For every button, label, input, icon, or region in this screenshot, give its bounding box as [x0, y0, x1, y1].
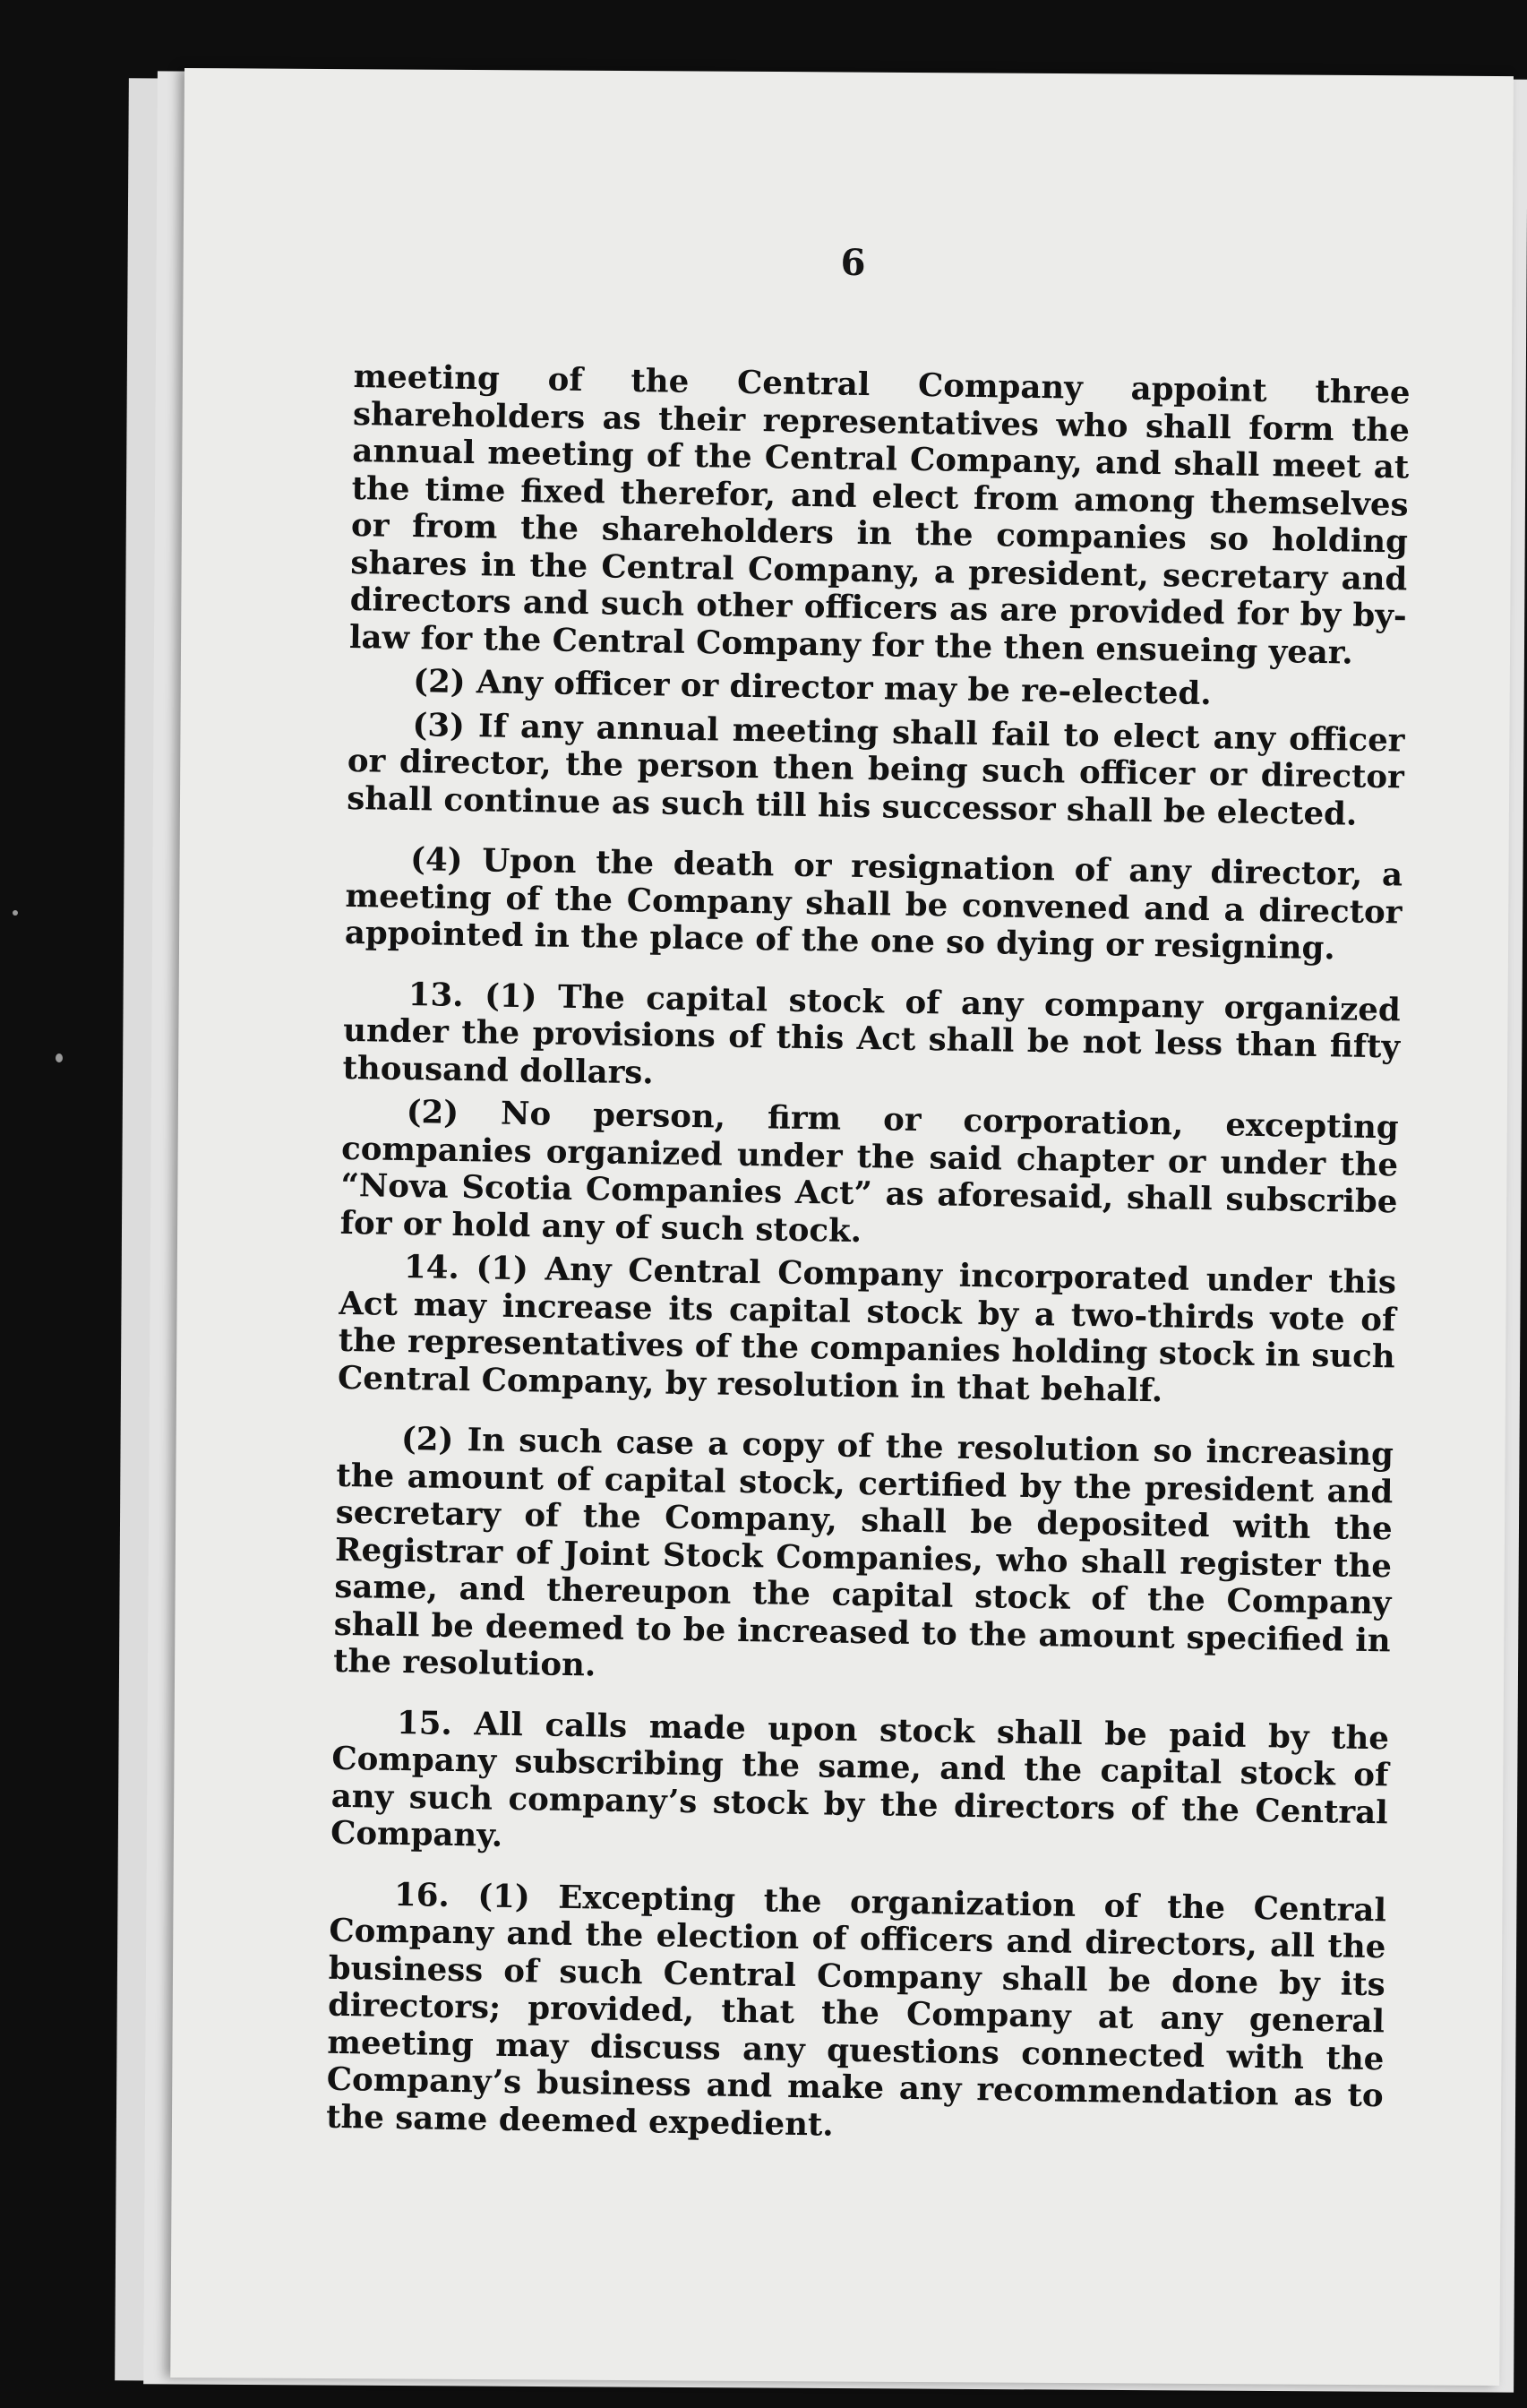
body-text	[326, 358, 1411, 2152]
paragraph-16-1: 16. (1) Excepting the organization of the Central Company and the election of officers and directors, all the business of such Central Company shall be done by its directors; provided, that the Company at any general meeting may discuss any questions connected with the Company’s business and make any recommendation as to the same deemed expedient.	[325, 1876, 1387, 2144]
scan-speck	[13, 910, 18, 916]
paragraph-14-1: 14. (1) Any Central Company incorporated under this Act may increase its capital stock by a two-thirds vote of the representatives of the companies holding stock in such Central Company, by resolution in that behalf.	[337, 1249, 1397, 1409]
paragraph-14-2: (2) In such case a copy of the resolution so increasing the amount of capital stock, certified by the president and secretary of the Company, shall be deposited with the Registrar of Joint Stock Companies, who shall register the same, and thereupon the capital stock of the Company shall be deemed to be increased to the amount specified in the resolution.	[332, 1420, 1394, 1684]
page-number: 6	[840, 242, 866, 284]
paragraph-15: 15. All calls made upon stock shall be paid by the Company subscribing the same, and the capital stock of any such company’s stock by the directors of the Central Company.	[330, 1704, 1390, 1854]
paragraph-13-1: 13. (1) The capital stock of any company organized under the provisions of this Act shall be not less than fifty thousand dollars.	[342, 976, 1402, 1091]
scan-speck	[56, 1054, 63, 1062]
paragraph-12-2: (2) Any officer or director may be re-elected.	[413, 663, 1212, 713]
paragraph-12-4: (4) Upon the death or resignation of any director, a meeting of the Company shall be convened and a director appointed in the place of the one so dying or resigning.	[344, 841, 1403, 968]
paragraph-13-2: (2) No person, firm or corporation, excepting companies organized under the said chapter or under the “Nova Scotia Companies Act” as aforesaid, shall subscribe for or hold any of such stock.	[339, 1094, 1399, 1250]
paragraph-12-3: (3) If any annual meeting shall fail to elect any officer or director, the person then being such officer or director shall continue as such till his successor shall be elected.	[346, 706, 1405, 833]
paragraph-continued-12-1: meeting of the Central Company appoint three shareholders as their representatives who shall form the annual meeting of the Central Company, and shall meet at the time fixed therefor, and elect from among themselves or from the shareholders in the companies so holding shares in the Central Company, a president, secretary and directors and such other officers as are provided for by by-law for the Central Company for the then ensueing year.	[348, 358, 1411, 672]
